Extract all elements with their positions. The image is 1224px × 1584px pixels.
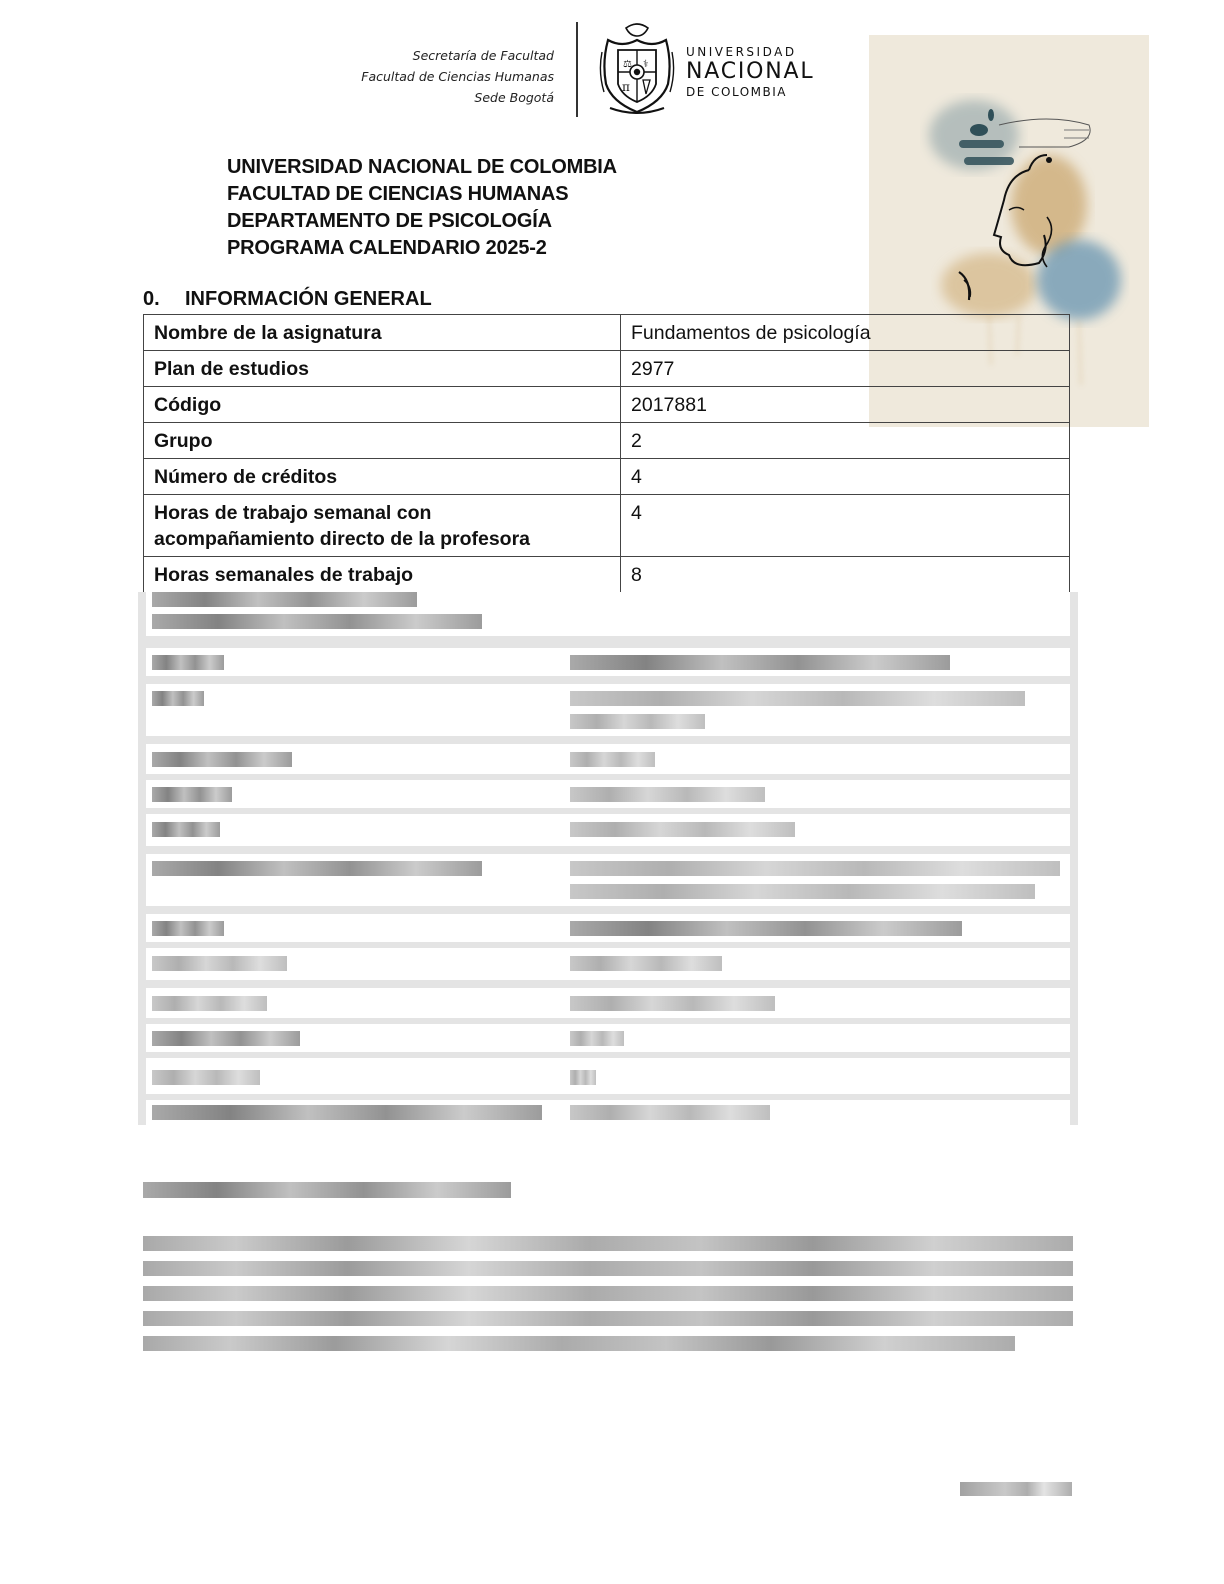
redacted-text-line (143, 1261, 1073, 1276)
redacted-row (146, 592, 1070, 636)
row-value: Fundamentos de psicología (621, 315, 1070, 351)
row-value: 2 (621, 423, 1070, 459)
table-row (144, 351, 1070, 387)
description-paragraph-redacted (143, 1236, 1073, 1361)
redacted-text-line (143, 1311, 1073, 1326)
title-faculty: FACULTAD DE CIENCIAS HUMANAS (227, 183, 569, 205)
section-number: 0. (143, 288, 160, 310)
svg-text:⚖: ⚖ (623, 59, 632, 70)
title-program: PROGRAMA CALENDARIO 2025-2 (227, 237, 547, 259)
row-label: Número de créditos (144, 459, 621, 495)
redacted-row (146, 914, 1070, 942)
row-value: 4 (621, 459, 1070, 495)
row-label: Grupo (144, 423, 621, 459)
logo-line-3: DE COLOMBIA (686, 85, 787, 99)
redacted-row (146, 814, 1070, 846)
row-value: 2977 (621, 351, 1070, 387)
office-line: Facultad de Ciencias Humanas (361, 69, 554, 84)
row-label: Nombre de la asignatura (144, 315, 621, 351)
header-divider (576, 22, 578, 117)
document-title-block (227, 154, 617, 262)
office-line: Secretaría de Facultad (412, 48, 554, 63)
redacted-row (146, 1058, 1070, 1094)
table-row (144, 459, 1070, 495)
table-row (144, 387, 1070, 423)
svg-text:⚕: ⚕ (643, 59, 649, 70)
redacted-table-region (138, 592, 1078, 1125)
row-value: 2017881 (621, 387, 1070, 423)
redacted-text-line (143, 1286, 1073, 1301)
row-value: 4 (621, 495, 1070, 557)
title-department: DEPARTAMENTO DE PSICOLOGÍA (227, 210, 552, 232)
redacted-row (146, 684, 1070, 736)
redacted-row (146, 854, 1070, 906)
redacted-row (146, 780, 1070, 808)
table-row (144, 315, 1070, 351)
redacted-row (146, 988, 1070, 1018)
row-label: Horas semanales de trabajo (144, 557, 621, 607)
general-info-table (143, 314, 1070, 607)
table-row (144, 495, 1070, 557)
redacted-text-line (143, 1236, 1073, 1251)
page-number-redacted (960, 1482, 1072, 1496)
university-logo-text (686, 44, 814, 100)
redacted-row (146, 948, 1070, 980)
redacted-row (146, 744, 1070, 774)
redacted-row (146, 1100, 1070, 1125)
row-label: Horas de trabajo semanal con acompañamiento directo de la profesora (144, 495, 621, 557)
section-heading-general-info (143, 288, 432, 311)
logo-line-2: NACIONAL (686, 59, 815, 84)
svg-text:π: π (622, 80, 630, 94)
university-crest-icon (598, 22, 676, 118)
redacted-row (146, 1024, 1070, 1052)
table-row (144, 423, 1070, 459)
section-heading-description-redacted (143, 1182, 511, 1198)
row-value: 8 (621, 557, 1070, 607)
faculty-office-block (361, 45, 554, 108)
office-line: Sede Bogotá (474, 90, 554, 105)
row-label: Plan de estudios (144, 351, 621, 387)
redacted-text-line (143, 1336, 1015, 1351)
section-title: INFORMACIÓN GENERAL (185, 288, 432, 310)
redacted-row (146, 648, 1070, 676)
title-university: UNIVERSIDAD NACIONAL DE COLOMBIA (227, 156, 617, 178)
row-label: Código (144, 387, 621, 423)
logo-line-1: UNIVERSIDAD (686, 45, 797, 59)
